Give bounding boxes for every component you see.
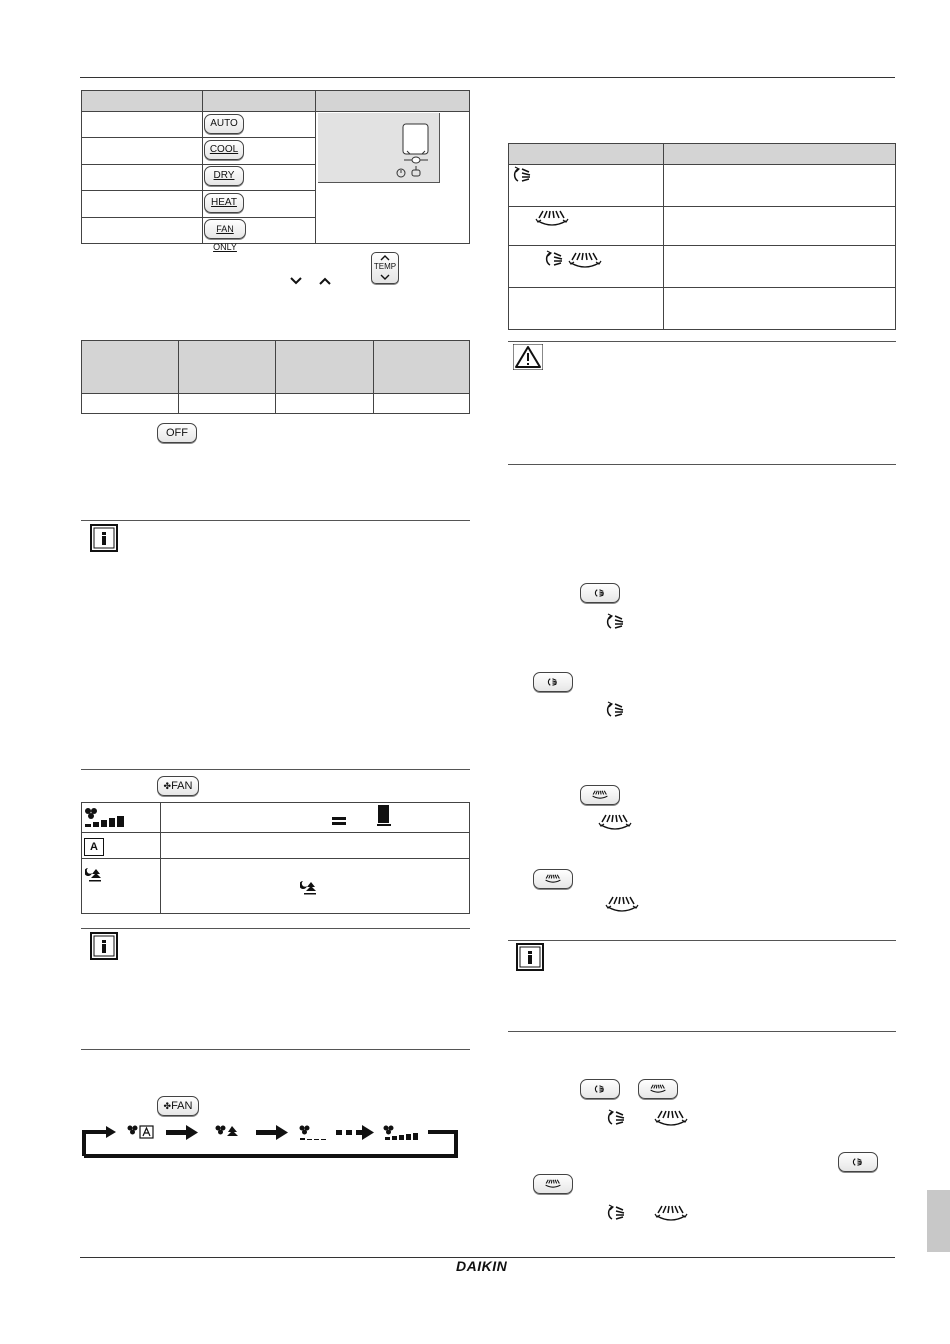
quiet-mode-icon-inline: [300, 879, 318, 895]
horizontal-swing-button-icon-3d-2: [544, 1178, 562, 1190]
vertical-swing-icon-d: [606, 1204, 628, 1222]
horizontal-swing-icon-a: [598, 813, 632, 833]
vertical-swing-button-3d-2[interactable]: [838, 1152, 878, 1172]
horizontal-swing-icon-3d: [568, 251, 602, 271]
fan-cycle-diagram: [80, 1120, 460, 1162]
level-low-icon: [332, 816, 346, 826]
caution-icon: [513, 344, 543, 370]
caution-rule: [508, 341, 896, 342]
chevron-up-icon: [318, 276, 332, 286]
off-button[interactable]: OFF: [157, 423, 197, 443]
fan-only-button[interactable]: [204, 219, 246, 252]
fan-rule: [81, 769, 470, 770]
auto-button[interactable]: AUTO: [204, 114, 244, 134]
vertical-swing-button-icon-3d: [594, 1083, 606, 1095]
dry-label: DRY: [213, 170, 235, 181]
vertical-swing-icon-b: [605, 701, 627, 719]
top-rule: [80, 77, 895, 78]
horizontal-swing-button-3d-2[interactable]: [533, 1174, 573, 1194]
temp-button[interactable]: [371, 252, 399, 284]
vertical-swing-button-icon-3d-2: [852, 1156, 864, 1168]
vertical-swing-icon-3d: [544, 250, 566, 268]
horizontal-swing-button[interactable]: [580, 785, 620, 805]
brand-logo: DAIKIN: [456, 1258, 508, 1274]
horizontal-swing-button-icon: [591, 789, 609, 801]
fan-button[interactable]: [157, 776, 199, 796]
quiet-mode-icon: [85, 866, 103, 882]
horizontal-swing-button-icon-3d: [649, 1083, 667, 1095]
fan-icon: ✤: [163, 781, 172, 791]
caution-rule-end: [508, 464, 896, 465]
horizontal-swing-icon-b: [605, 895, 639, 915]
fan-icon-2: ✤: [163, 1101, 172, 1111]
vertical-swing-icon: [512, 166, 534, 184]
vertical-swing-button[interactable]: [580, 583, 620, 603]
temp-label: TEMP: [373, 262, 397, 271]
info-rule-3-end: [508, 1031, 896, 1032]
lamp-indicator-icon: [392, 120, 436, 182]
info-rule-1: [81, 520, 470, 521]
horizontal-swing-icon-c: [654, 1109, 688, 1129]
auto-fan-icon: A: [84, 838, 104, 856]
fan-label-2: FAN: [171, 1100, 193, 1112]
info-rule-2-end: [81, 1049, 470, 1050]
level-high-icon: [377, 805, 391, 827]
vertical-swing-button-icon: [594, 587, 606, 599]
vertical-swing-icon-a: [605, 613, 627, 631]
vertical-swing-button-3d[interactable]: [580, 1079, 620, 1099]
chevron-down-icon: [289, 276, 303, 286]
fan-button-2[interactable]: [157, 1096, 199, 1116]
horizontal-swing-button-icon-2: [544, 873, 562, 885]
vertical-swing-button-icon-2: [547, 676, 559, 688]
horizontal-swing-icon-d: [654, 1204, 688, 1224]
heat-button[interactable]: [204, 193, 244, 213]
airflow-table: [508, 143, 896, 330]
info-icon-3: [516, 943, 544, 971]
info-icon: [90, 524, 118, 552]
vertical-swing-button-2[interactable]: [533, 672, 573, 692]
info-rule-3: [508, 940, 896, 941]
fan-only-label: FAN ONLY: [213, 224, 237, 252]
cool-button[interactable]: [204, 140, 244, 160]
heat-label: HEAT: [211, 197, 237, 208]
side-tab: [927, 1190, 950, 1252]
horizontal-swing-icon: [535, 209, 569, 229]
horizontal-swing-button-3d[interactable]: [638, 1079, 678, 1099]
horizontal-swing-button-2[interactable]: [533, 869, 573, 889]
cool-label: COOL: [209, 144, 239, 155]
fan-table: [81, 802, 470, 914]
fan-label: FAN: [171, 780, 193, 792]
vertical-swing-icon-c: [606, 1109, 628, 1127]
fan-speed-icon: [84, 806, 126, 830]
info-rule-2: [81, 928, 470, 929]
temp-up-icon: [380, 255, 390, 261]
dry-button[interactable]: [204, 166, 244, 186]
temperature-table: [81, 340, 470, 414]
info-icon-2: [90, 932, 118, 960]
temp-down-icon: [380, 274, 390, 280]
